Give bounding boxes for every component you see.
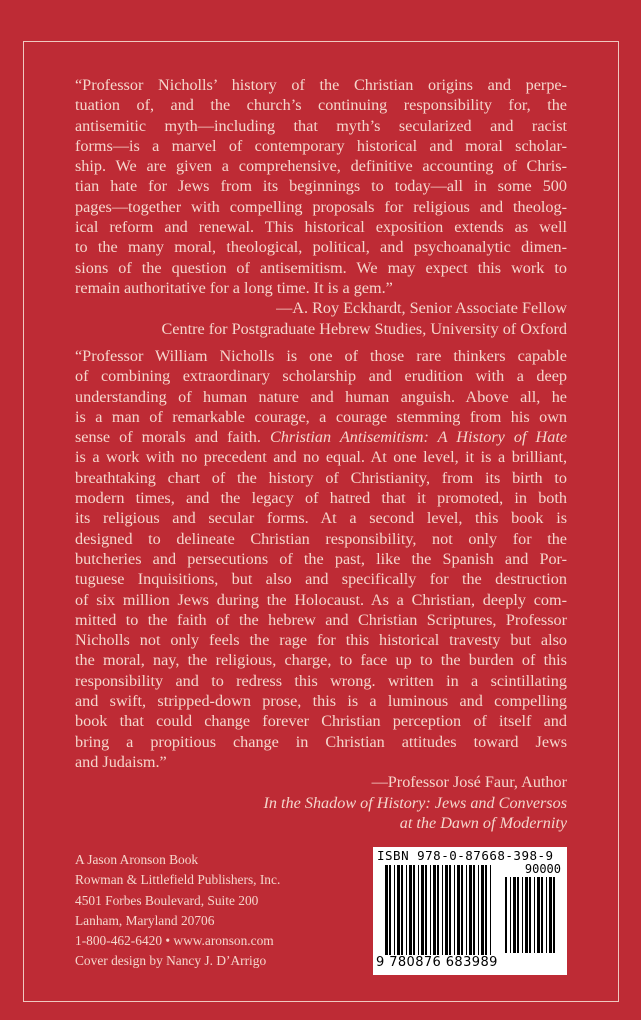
barcode-bar: [401, 865, 403, 955]
barcode-bars-addon: [505, 877, 557, 953]
book-title-italic: Christian Antisemitism: A History of Hate: [269, 428, 568, 447]
barcode-bar: [437, 865, 439, 955]
barcode-bar: [546, 877, 547, 953]
barcode-bar: [473, 865, 475, 955]
barcode-bar: [461, 865, 463, 955]
quote-attribution: —A. Roy Eckhardt, Senior Associate Fellow: [276, 299, 567, 318]
barcode-bar: [397, 865, 400, 955]
quote-line: [75, 427, 567, 447]
quote-line: bring a propitious change in Christian attitudes toward Jews: [75, 732, 567, 751]
barcode-bar: [481, 865, 484, 955]
quote-text: sense of morals and faith.: [75, 428, 270, 447]
quote-line: book that could change forever Christian perception of itself and: [75, 712, 567, 731]
barcode-bar: [389, 865, 391, 955]
barcode-bar: [478, 865, 479, 955]
book-title-line: In the Shadow of History: Jews and Conversos: [263, 793, 567, 812]
quote-line: remain authoritative for a long time. It is a gem.”: [75, 278, 393, 297]
quote-line: of combining extraordinary scholarship and erudition with a deep: [75, 367, 567, 386]
quote-line: antisemitic myth—including that myth’s secularized and racist: [75, 116, 567, 135]
barcode-bar: [525, 877, 528, 953]
quote-line: modern times, and the legacy of hatred that it promoted, in both: [75, 489, 567, 508]
quote-line: and swift, stripped-down prose, this is a luminous and compelling: [75, 692, 567, 711]
isbn-barcode: [373, 847, 567, 975]
publisher-name: Rowman & Littlefield Publishers, Inc.: [75, 872, 281, 888]
barcode-bar: [418, 865, 419, 955]
quote-line: and Judaism.”: [75, 752, 167, 771]
quote-line: to the many moral, theological, political, and psychoanalytic dimen-: [75, 238, 567, 257]
barcode-bar: [549, 877, 552, 953]
quote-line: tian hate for Jews from its beginnings to today—all in some 500: [75, 177, 567, 196]
attribution-book-title: [75, 793, 567, 813]
barcode-bar: [425, 865, 427, 955]
ean-number: 9 780876 683989: [376, 955, 498, 970]
quote-line: the moral, nay, the religious, charge, to face up to the burden of this: [75, 651, 567, 670]
barcode-bar: [406, 865, 407, 955]
barcode-bar: [537, 877, 540, 953]
barcode-bar: [385, 865, 388, 955]
barcode-bar: [513, 877, 516, 953]
barcode-bar: [457, 865, 460, 955]
barcode-bar: [394, 865, 395, 955]
publisher-city: Lanham, Maryland 20706: [75, 912, 215, 928]
barcode-bar: [485, 865, 487, 955]
quote-line: forms—is a marvel of contemporary historical and moral scholar-: [75, 136, 567, 155]
barcode-bar: [553, 877, 555, 953]
barcode-bar: [433, 865, 436, 955]
price-code: 90000: [524, 862, 561, 876]
quote-line: Nicholls not only feels the rage for this historical travesty but also: [75, 631, 567, 650]
barcode-bar: [466, 865, 467, 955]
publisher-info: [75, 850, 280, 972]
barcode-bar: [534, 877, 535, 953]
barcode-bars-main: [385, 865, 495, 955]
cover-design-credit: Cover design by Nancy J. D’Arrigo: [75, 953, 267, 969]
isbn-text: ISBN 978-0-87668-398-9: [377, 848, 554, 863]
barcode-bar: [510, 877, 511, 953]
publisher-address: 4501 Forbes Boulevard, Suite 200: [75, 892, 259, 908]
quote-line: ical reform and renewal. This historical exposition extends as well: [75, 218, 567, 237]
quote-line: butcheries and persecutions of the past, like the Spanish and Por-: [75, 549, 567, 568]
barcode-bar: [421, 865, 424, 955]
quote-line: ship. We are given a comprehensive, definitive accounting of Chris-: [75, 157, 567, 176]
quote-line: “Professor William Nicholls is one of those rare thinkers capable: [75, 347, 567, 365]
barcode-bar: [541, 877, 543, 953]
quote-attribution: —Professor José Faur, Author: [371, 773, 567, 792]
quote-line: of six million Jews during the Holocaust. As a Christian, deeply com-: [75, 590, 567, 609]
review-quote-eckhardt: [75, 75, 567, 339]
book-title-line: at the Dawn of Modernity: [399, 813, 567, 832]
barcode-bar: [445, 865, 448, 955]
publisher-contact: 1-800-462-6420 • www.aronson.com: [75, 933, 274, 949]
barcode-bar: [409, 865, 412, 955]
barcode-bar: [522, 877, 523, 953]
barcode-bar: [449, 865, 451, 955]
barcode-bar: [505, 877, 507, 953]
attribution-book-title: [75, 813, 567, 833]
barcode-bar: [517, 877, 519, 953]
quote-line: understanding of human nature and human anguish. Above all, he: [75, 387, 567, 406]
imprint: A Jason Aronson Book: [75, 852, 199, 867]
quote-line: mitted to the faith of the hebrew and Christian Scriptures, Professor: [75, 610, 567, 629]
barcode-bar: [469, 865, 472, 955]
quote-line: breathtaking chart of the history of Christianity, from its birth to: [75, 468, 567, 487]
barcode-bar: [454, 865, 455, 955]
barcode-bar: [490, 865, 491, 955]
quote-line: is a man of remarkable courage, a courage stemming from his own: [75, 407, 567, 426]
barcode-bar: [413, 865, 415, 955]
review-quote-faur: [75, 346, 567, 833]
quote-line: its religious and secular forms. At a second level, this book is: [75, 509, 567, 528]
quote-line: is a work with no precedent and no equal. At one level, it is a brilliant,: [75, 448, 567, 467]
barcode-bar: [442, 865, 443, 955]
barcode-bar: [529, 877, 531, 953]
quote-line: tuation of, and the church’s continuing responsibility for, the: [75, 96, 567, 115]
quote-line: designed to delineate Christian responsibility, not only for the: [75, 529, 567, 548]
quote-line: “Professor Nicholls’ history of the Christian origins and perpe-: [75, 76, 567, 94]
quote-line: responsibility and to redress this wrong. written in a scintillating: [75, 671, 567, 690]
barcode-bar: [430, 865, 431, 955]
quote-line: sions of the question of antisemitism. We may expect this work to: [75, 258, 567, 277]
quote-line: tuguese Inquisitions, but also and specifically for the destruction: [75, 570, 567, 589]
quote-attribution-affiliation: Centre for Postgraduate Hebrew Studies, University of Oxford: [161, 319, 567, 338]
quote-line: pages—together with compelling proposals for religious and theolog-: [75, 197, 567, 216]
